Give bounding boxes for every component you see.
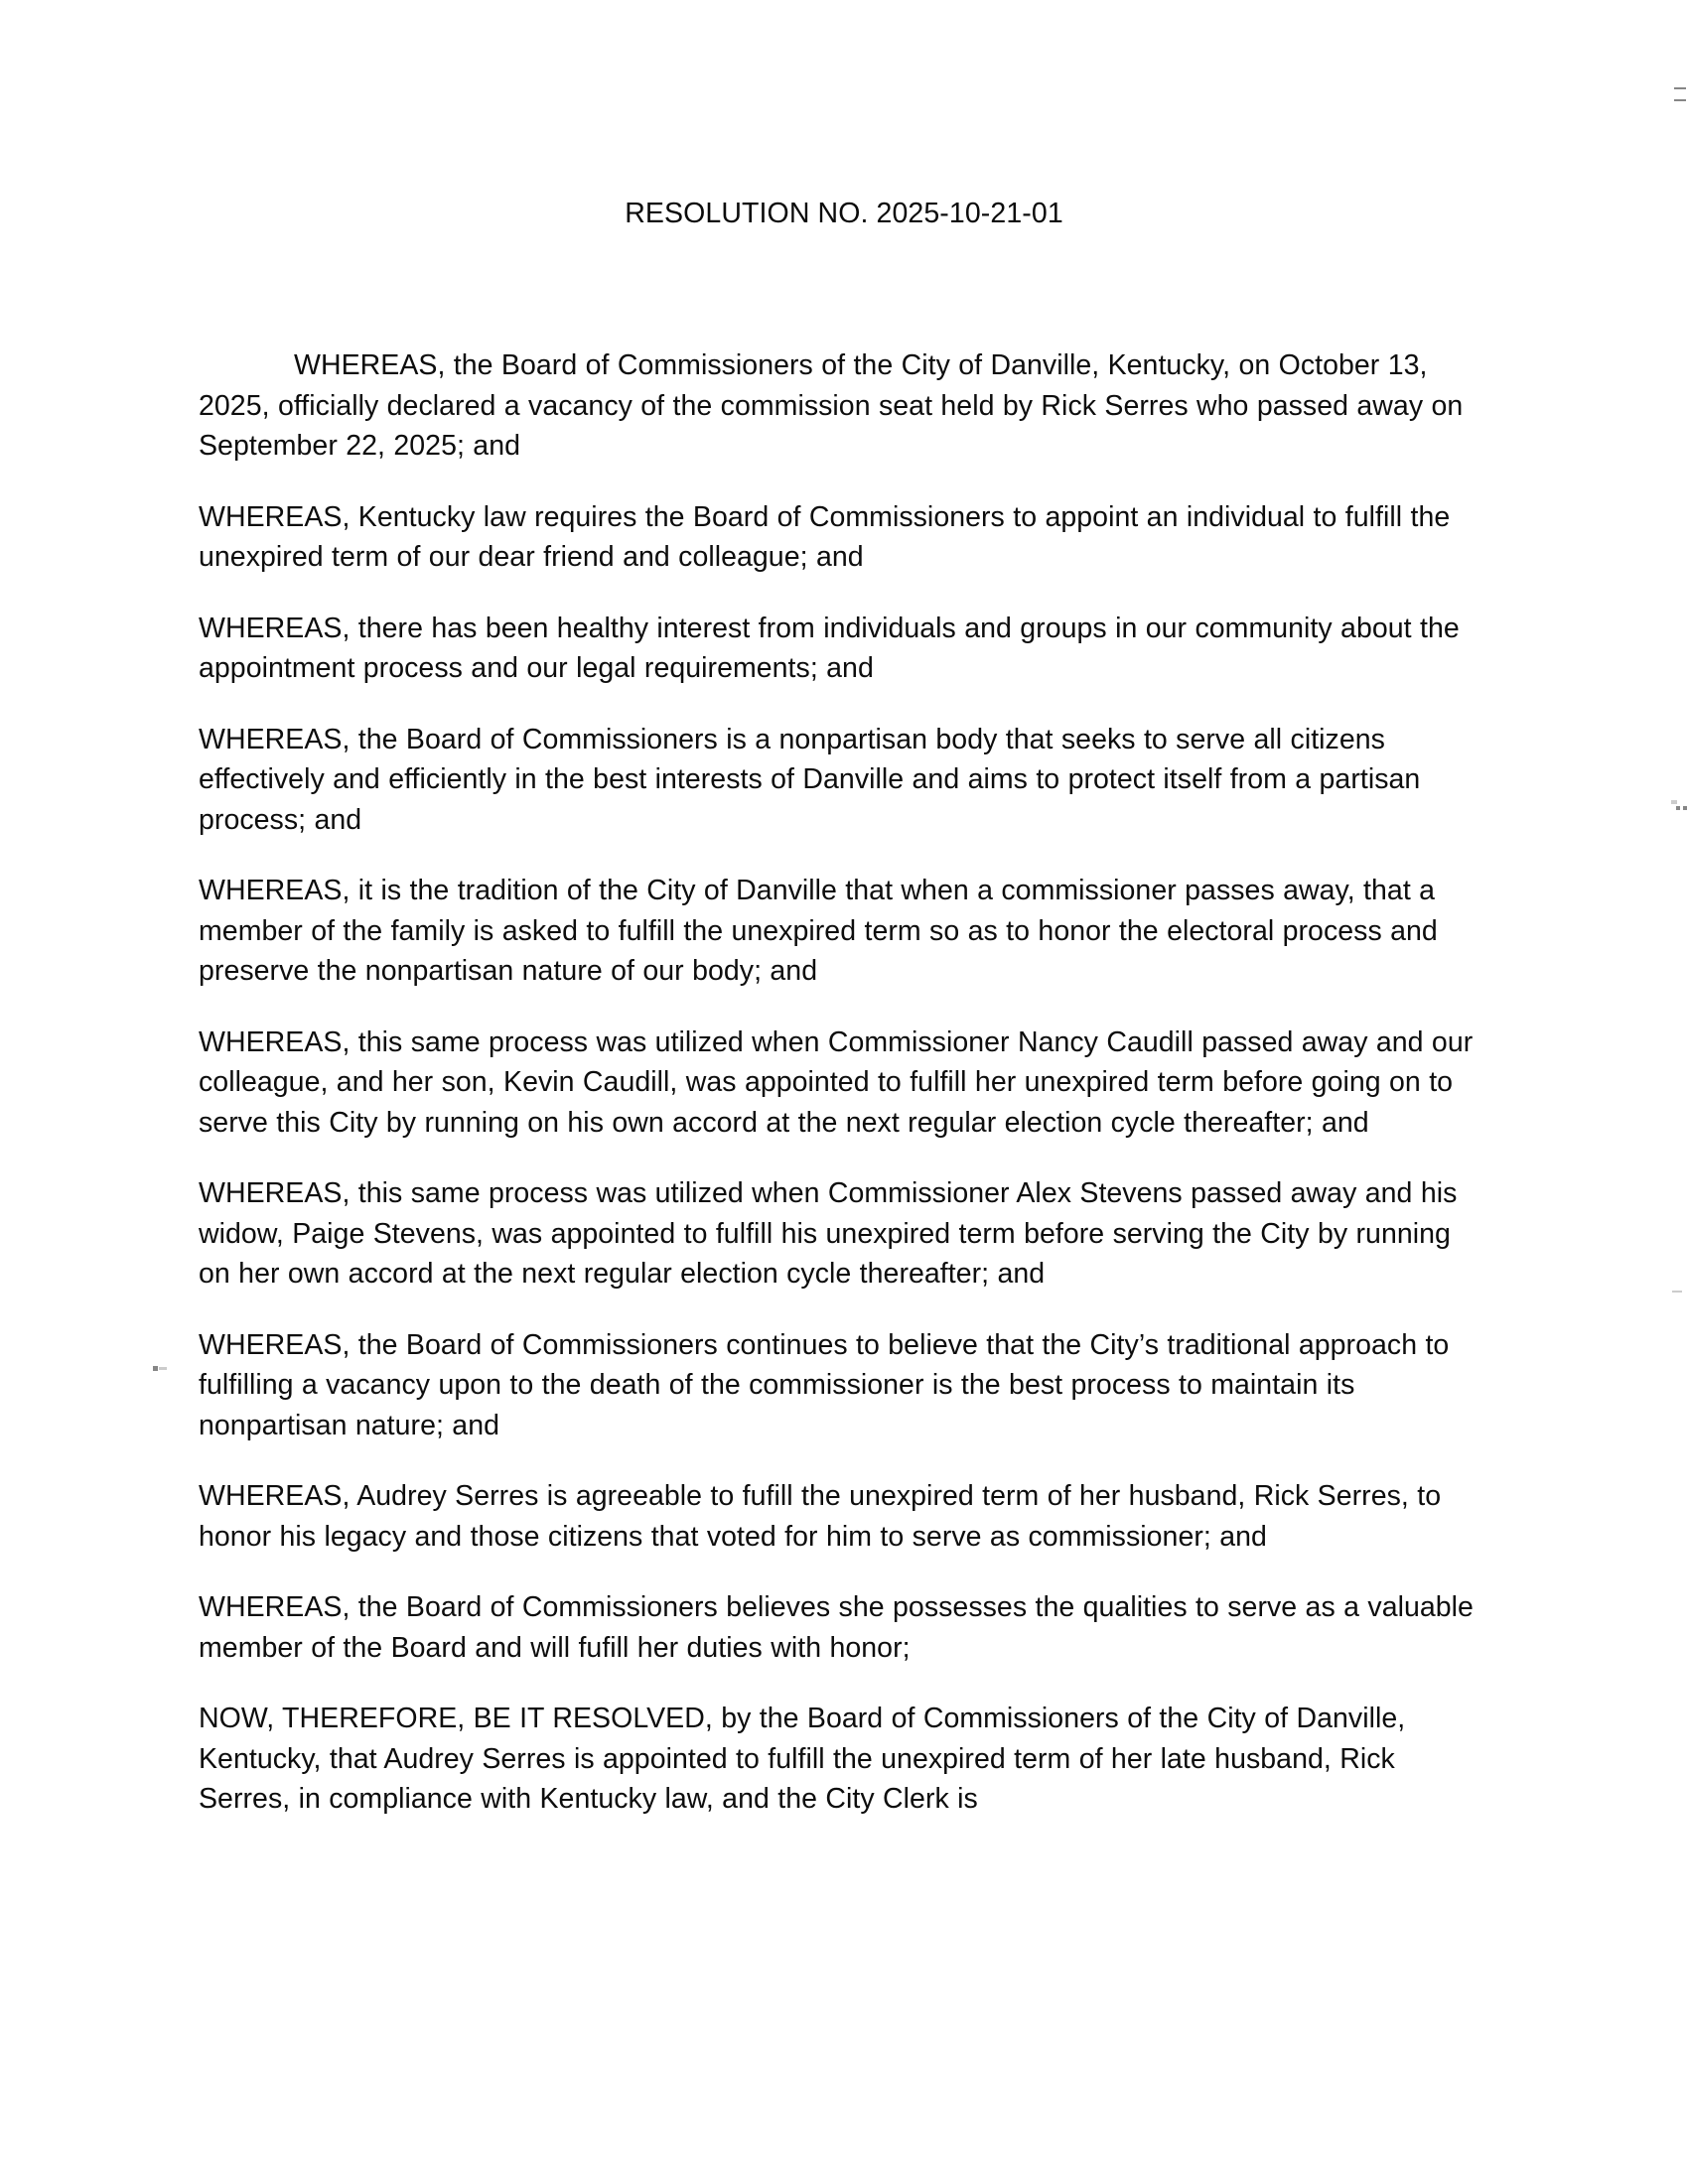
paragraph-whereas-nancy-caudill: WHEREAS, this same process was utilized when Commissioner Nancy Caudill passed away and our colleague, and her son, Kevin Caudill, was appointed to fulfill her unexpired term before going on to serve this City by running on his own accord at the next regular election cycle thereafter; and xyxy=(199,1025,1474,1139)
paragraph-whereas-audrey-agreeable: WHEREAS, Audrey Serres is agreeable to fufill the unexpired term of her husband, Rick Serres, to honor his legacy and those citizens that voted for him to serve as commissioner; and xyxy=(199,1480,1442,1553)
scan-artifact xyxy=(1674,87,1686,89)
paragraph-whereas-kentucky-law: WHEREAS, Kentucky law requires the Board of Commissioners to appoint an individual to fulfill the unexpired term of our dear friend and colleague; and xyxy=(199,500,1451,573)
scan-artifact xyxy=(1674,99,1686,101)
scan-artifact xyxy=(159,1367,167,1370)
scan-artifact xyxy=(153,1366,158,1371)
paragraph-whereas-healthy-interest: WHEREAS, there has been healthy interest from individuals and groups in our community about the appointment process and our legal requirements; and xyxy=(199,612,1460,684)
paragraph-whereas-tradition: WHEREAS, it is the tradition of the City of Danville that when a commissioner passes away, that a member of the family is asked to fulfill the unexpired term so as to honor the electoral process and preserve the nonpartisan nature of our body; and xyxy=(199,875,1438,987)
page-title: RESOLUTION NO. 2025-10-21-01 xyxy=(625,198,1063,229)
paragraph-now-therefore-be-it-resolved: NOW, THEREFORE, BE IT RESOLVED, by the Board of Commissioners of the City of Danville, Kentucky, that Audrey Serres is appointed to fulfill the unexpired term of her late husband, Rick Serres, in compliance with Kentucky law, and the City Clerk is xyxy=(199,1703,1406,1815)
document-body-text xyxy=(199,345,1482,1820)
paragraph-whereas-qualities: WHEREAS, the Board of Commissioners believes she possesses the qualities to serve as a valuable member of the Board and will fufill her duties with honor; xyxy=(199,1591,1474,1664)
scan-artifact xyxy=(1672,1291,1682,1293)
scan-artifact xyxy=(1671,800,1677,804)
paragraph-whereas-vacancy-declared: WHEREAS, the Board of Commissioners of the City of Danville, Kentucky, on October 13, 2025, officially declared a vacancy of the commission seat held by Rick Serres who passed away on September 22, 2025; and xyxy=(199,349,1464,462)
scan-artifact xyxy=(1676,806,1680,810)
scan-artifact xyxy=(1683,806,1687,810)
paragraph-whereas-alex-stevens: WHEREAS, this same process was utilized when Commissioner Alex Stevens passed away and his widow, Paige Stevens, was appointed to fulfill his unexpired term before serving the City by running on her own accord at the next regular election cycle thereafter; and xyxy=(199,1177,1458,1290)
paragraph-whereas-nonpartisan-body: WHEREAS, the Board of Commissioners is a nonpartisan body that seeks to serve all citizens effectively and efficiently in the best interests of Danville and aims to protect itself from a partisan process; and xyxy=(199,723,1421,836)
paragraph-whereas-traditional-approach: WHEREAS, the Board of Commissioners continues to believe that the City’s traditional approach to fulfilling a vacancy upon to the death of the commissioner is the best process to maintain its nonpartisan nature; and xyxy=(199,1328,1450,1441)
